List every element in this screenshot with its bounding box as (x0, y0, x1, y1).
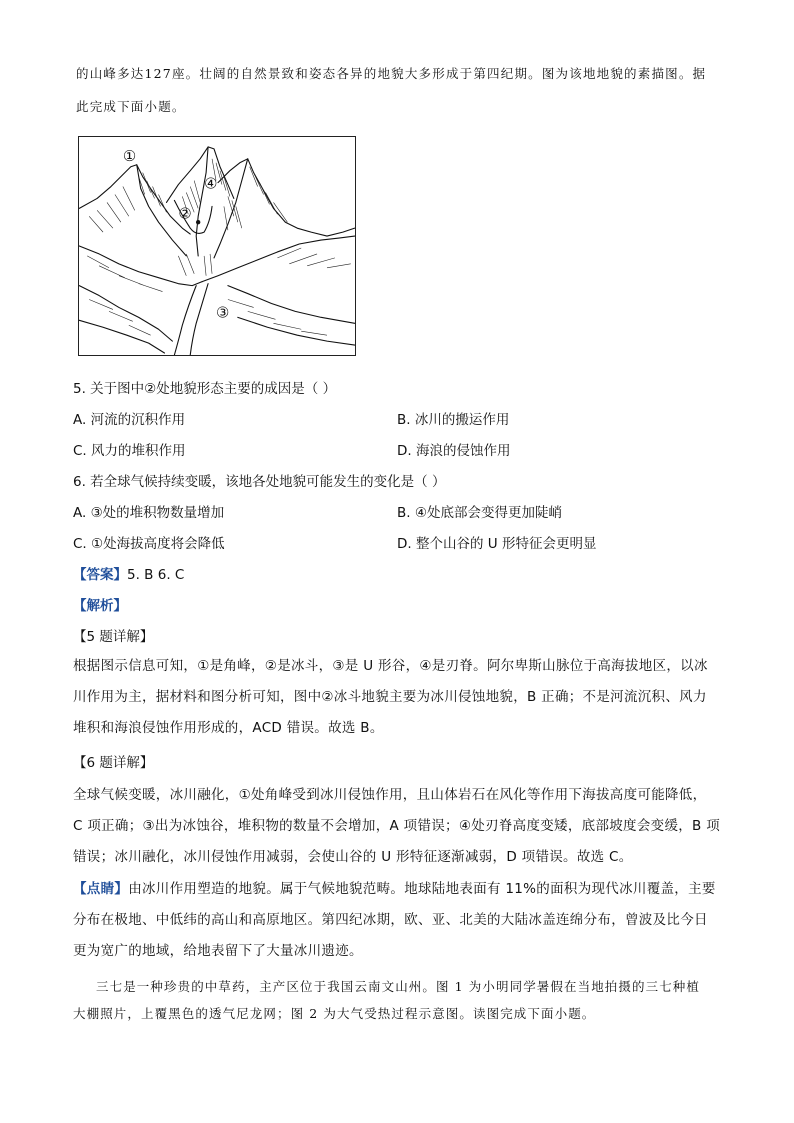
detail-6-paragraph (73, 780, 723, 873)
intro-line-2: 此完成下面小题。 (76, 99, 186, 114)
detail-6-line-1: 全球气候变暖，冰川融化，①处角峰受到冰川侵蚀作用，且山体岩石在风化等作用下海拔高度可能降低， (73, 787, 707, 803)
analysis-tag: 【解析】 (73, 598, 127, 614)
tips-paragraph (73, 874, 723, 967)
next-passage-line-1: 三七是一种珍贵的中草药，主产区位于我国云南文山州。图 1 为小明同学暑假在当地拍摄的三七种植 (96, 979, 701, 994)
detail-5-line-2: 川作用为主，据材料和图分析可知，图中②冰斗地貌主要为冰川侵蚀地貌，B 正确；不是河流沉积、风力 (73, 689, 707, 705)
detail-5-title: 【5 题详解】 (73, 629, 154, 645)
intro-line-1: 的山峰多达127座。壮阔的自然景致和姿态各异的地貌大多形成于第四纪期。图为该地地貌的素描图。据 (76, 66, 707, 81)
q6-option-b: B. ④处底部会变得更加陡峭 (397, 505, 562, 521)
q5-option-c: C. 风力的堆积作用 (73, 443, 186, 459)
q6-option-d: D. 整个山谷的 U 形特征会更明显 (397, 536, 597, 552)
tips-line-2: 分布在极地、中低纬的高山和高原地区。第四纪冰期，欧、亚、北美的大陆冰盖连绵分布，曾波及比今日 (73, 912, 708, 928)
marker-2-label: ② (178, 204, 192, 223)
tips-tag: 【点睛】 (73, 881, 129, 897)
tips-line-1 (73, 874, 723, 905)
marker-4-label: ④ (204, 174, 218, 193)
next-passage-line-2: 大棚照片，上覆黑色的透气尼龙网；图 2 为大气受热过程示意图。读图完成下面小题。 (73, 1006, 596, 1021)
detail-5-line-1: 根据图示信息可知，①是角峰，②是冰斗，③是 U 形谷，④是刃脊。阿尔卑斯山脉位于高海拔地区，以冰 (73, 658, 708, 674)
q5-option-d: D. 海浪的侵蚀作用 (397, 443, 511, 459)
answer-line (73, 566, 184, 584)
q6-option-a: A. ③处的堆积物数量增加 (73, 505, 225, 521)
detail-6-line-3: 错误；冰川融化，冰川侵蚀作用减弱，会使山谷的 U 形特征逐渐减弱，D 项错误。故选 C。 (73, 849, 633, 865)
landform-sketch-svg (79, 137, 355, 355)
marker-3-label: ③ (216, 303, 230, 322)
q5-option-b: B. 冰川的搬运作用 (397, 412, 510, 428)
detail-6-title: 【6 题详解】 (73, 755, 154, 771)
tips-line-1-text: 由冰川作用塑造的地貌。属于气候地貌范畴。地球陆地表面有 11%的面积为现代冰川覆盖，主要 (128, 881, 716, 897)
detail-5-paragraph (73, 651, 723, 744)
detail-5-line-3: 堆积和海浪侵蚀作用形成的，ACD 错误。故选 B。 (73, 720, 384, 736)
answer-tag: 【答案】 (73, 567, 127, 583)
detail-6-line-2: C 项正确；③出为冰蚀谷，堆积物的数量不会增加，A 项错误；④处刃脊高度变矮，底部坡度会变缓，B 项 (73, 818, 720, 834)
question-6-stem: 6. 若全球气候持续变暖，该地各处地貌可能发生的变化是（ ） (73, 474, 446, 490)
glacial-landform-sketch (78, 136, 356, 356)
question-5-stem: 5. 关于图中②处地貌形态主要的成因是（ ） (73, 381, 337, 397)
marker-1-label: ① (122, 146, 137, 165)
answer-text: 5. B 6. C (127, 567, 185, 583)
tips-line-3: 更为宽广的地域，给地表留下了大量冰川遗迹。 (73, 943, 363, 959)
q5-option-a: A. 河流的沉积作用 (73, 412, 186, 428)
q6-option-c: C. ①处海拔高度将会降低 (73, 536, 225, 552)
